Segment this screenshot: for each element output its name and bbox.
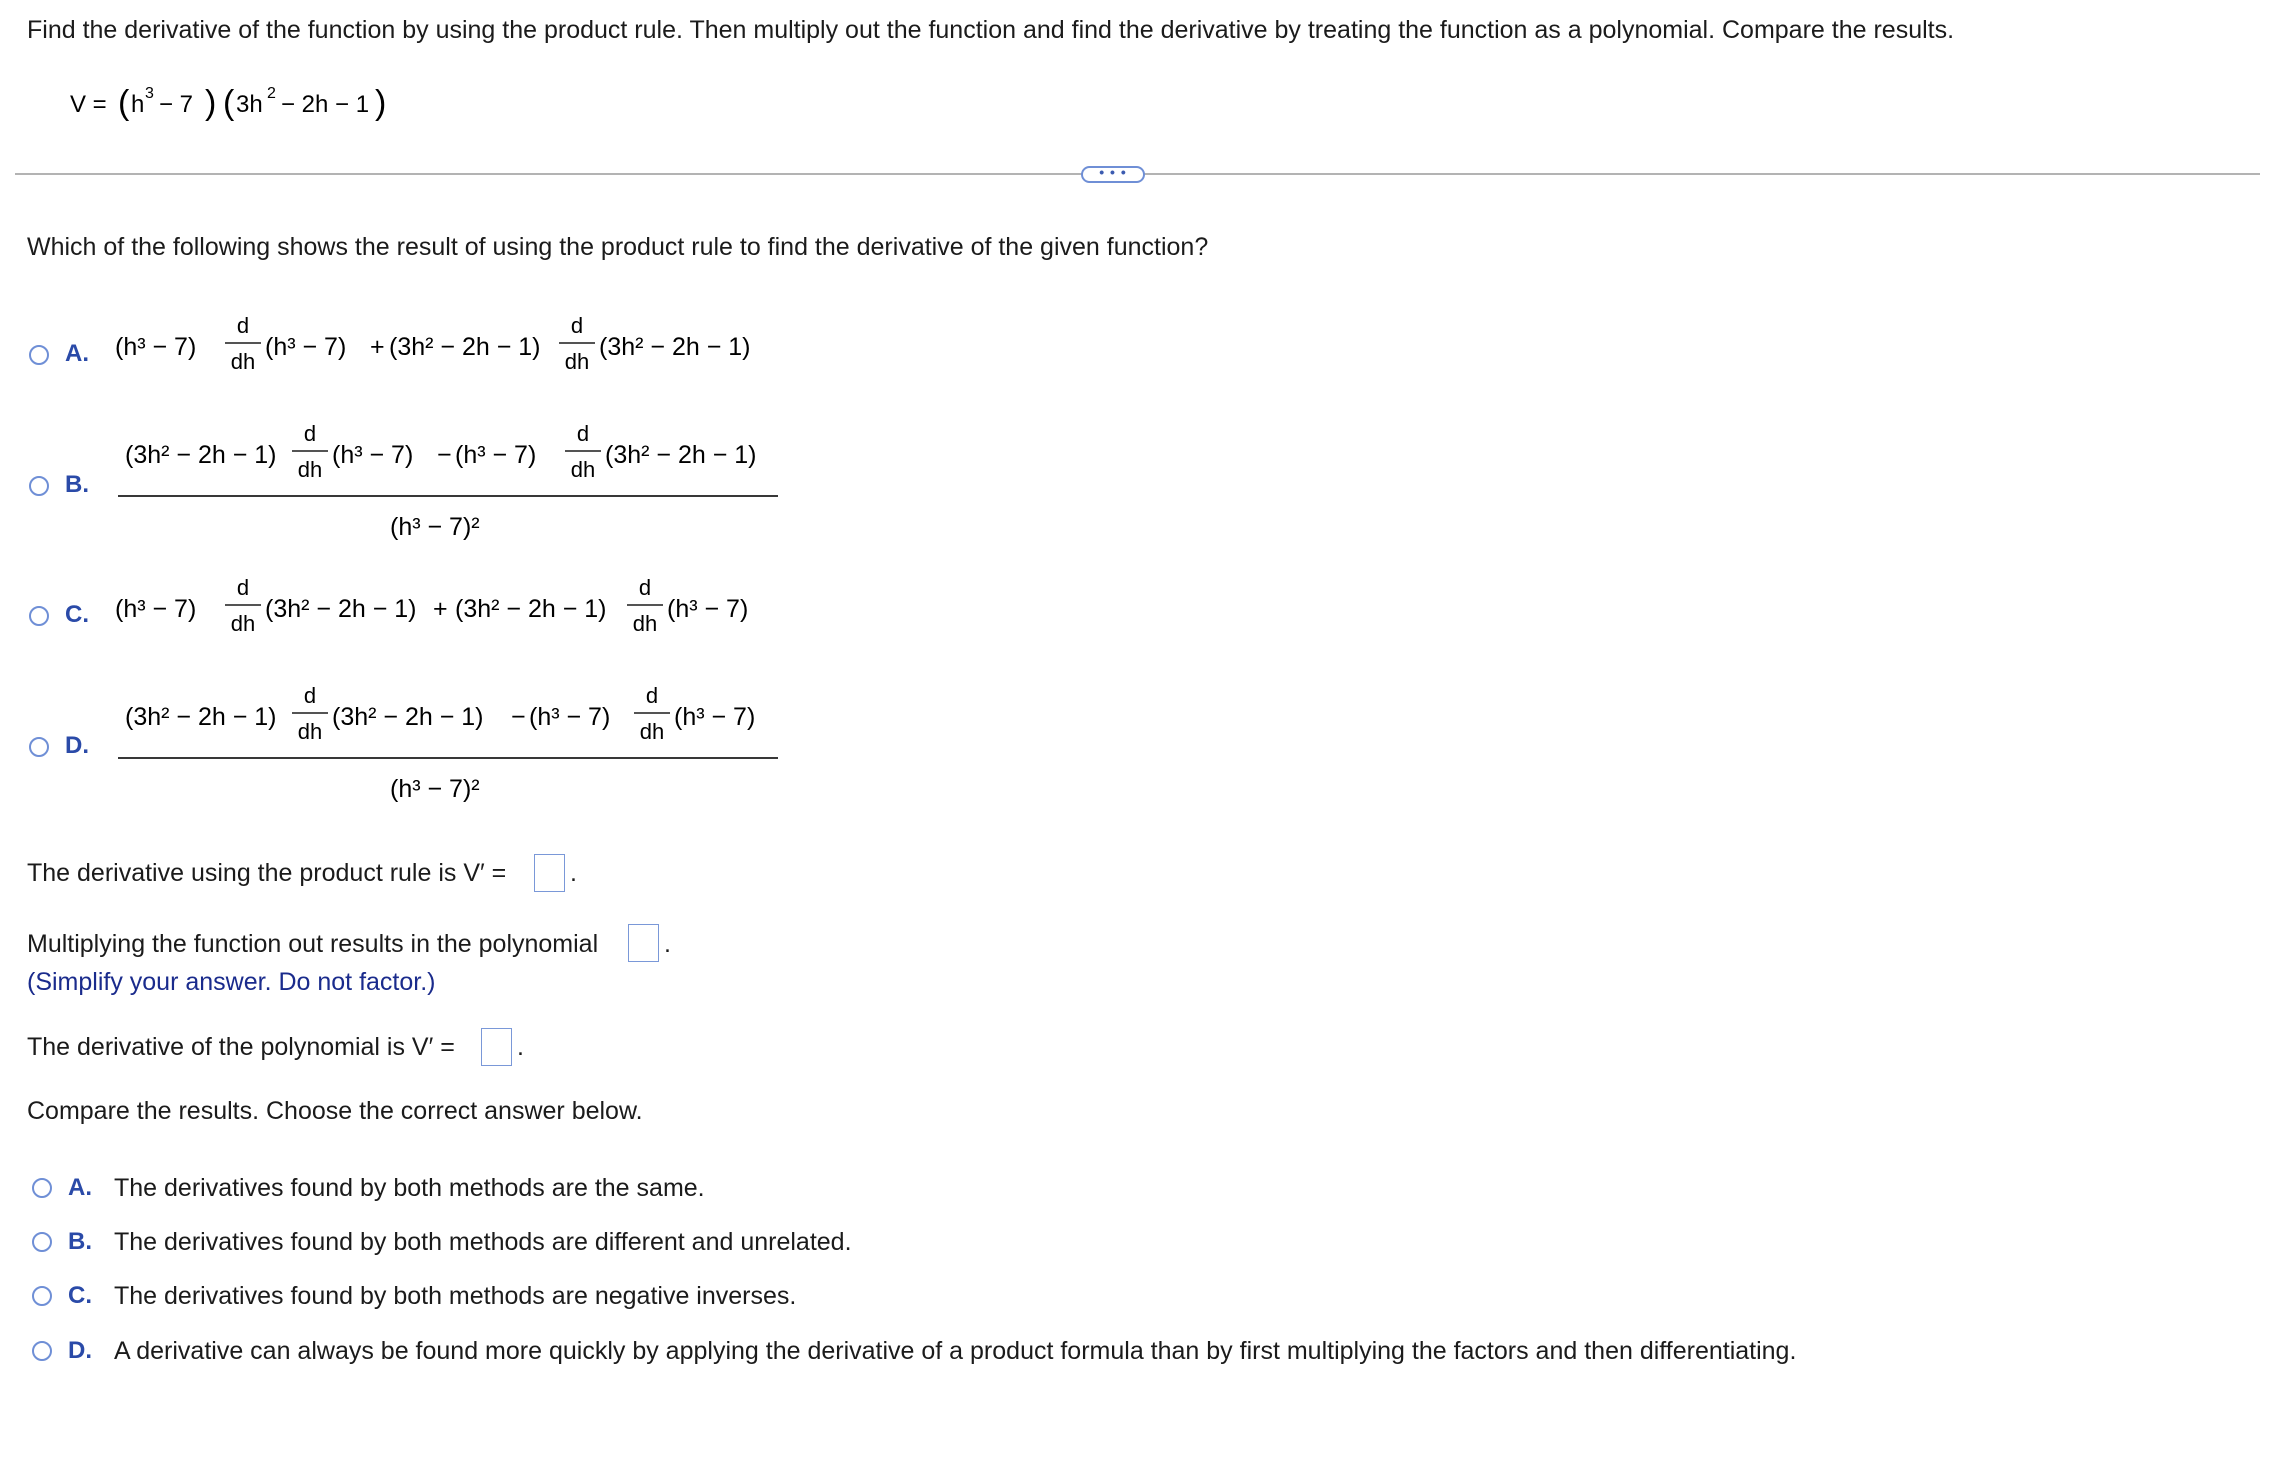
factor: (3h² − 2h − 1): [265, 595, 417, 623]
frac-dh: dh: [632, 611, 658, 636]
factor: (3h² − 2h − 1): [125, 441, 277, 469]
frac-d: d: [638, 575, 652, 600]
choice-b-formula[interactable]: [115, 410, 805, 560]
factor: (h³ − 7): [667, 595, 749, 623]
simplify-hint: (Simplify your answer. Do not factor.): [27, 968, 436, 996]
choice-a-radio[interactable]: [29, 345, 49, 365]
choice-a-formula[interactable]: [115, 305, 795, 395]
frac-dh: dh: [297, 719, 323, 744]
period: .: [570, 859, 577, 887]
choice-d-radio[interactable]: [29, 737, 49, 757]
exponent: 3: [145, 85, 154, 102]
compare-d-radio[interactable]: [32, 1341, 52, 1361]
operator: −: [437, 441, 452, 469]
frac-dh: dh: [639, 719, 665, 744]
factor: (h³ − 7): [674, 703, 756, 731]
formula-term: − 7: [159, 91, 194, 118]
frac-d: d: [645, 683, 659, 708]
compare-c-text[interactable]: The derivatives found by both methods are negative inverses.: [114, 1282, 797, 1310]
choice-b-letter: B.: [65, 471, 89, 498]
factor: (h³ − 7): [529, 703, 611, 731]
period: .: [664, 930, 671, 958]
choice-a-letter: A.: [65, 340, 89, 367]
paren: ): [205, 84, 217, 122]
compare-c-radio[interactable]: [32, 1286, 52, 1306]
operator: +: [370, 333, 385, 361]
frac-dh: dh: [230, 349, 256, 374]
factor: (h³ − 7): [115, 595, 197, 623]
frac-d: d: [576, 421, 590, 446]
frac-d: d: [236, 575, 250, 600]
frac-dh: dh: [297, 457, 323, 482]
choice-c-formula[interactable]: [115, 567, 795, 657]
choice-c-letter: C.: [65, 601, 89, 628]
question-product-rule: Which of the following shows the result of using the product rule to find the derivative of the given function?: [27, 233, 1209, 261]
factor: (h³ − 7): [115, 333, 197, 361]
compare-a-text[interactable]: The derivatives found by both methods are the same.: [114, 1174, 705, 1202]
choice-d-formula[interactable]: [115, 672, 805, 822]
compare-c-letter: C.: [68, 1282, 92, 1309]
frac-d: d: [303, 421, 317, 446]
factor: (3h² − 2h − 1): [605, 441, 757, 469]
factor: (3h² − 2h − 1): [332, 703, 484, 731]
instructions-text: Find the derivative of the function by using the product rule. Then multiply out the function and find the derivative by treating the function as a polynomial. Compare the results.: [27, 16, 1955, 44]
operator: +: [433, 595, 448, 623]
operator: −: [511, 703, 526, 731]
factor: (3h² − 2h − 1): [455, 595, 607, 623]
exponent: 2: [267, 85, 276, 102]
denominator: (h³ − 7)²: [390, 513, 480, 541]
paren: (: [118, 84, 130, 122]
compare-b-letter: B.: [68, 1228, 92, 1255]
choice-c-radio[interactable]: [29, 606, 49, 626]
factor: (h³ − 7): [455, 441, 537, 469]
frac-dh: dh: [230, 611, 256, 636]
period: .: [517, 1033, 524, 1061]
choice-d-letter: D.: [65, 732, 89, 759]
frac-d: d: [570, 313, 584, 338]
frac-dh: dh: [564, 349, 590, 374]
factor: (3h² − 2h − 1): [599, 333, 751, 361]
compare-d-text[interactable]: A derivative can always be found more quickly by applying the derivative of a product formula than by first multiplying the factors and then differentiating.: [114, 1337, 1797, 1365]
factor: (3h² − 2h − 1): [125, 703, 277, 731]
product-rule-answer-box[interactable]: [534, 854, 565, 892]
paren: ): [375, 84, 387, 122]
var-h: h: [131, 91, 145, 118]
compare-a-letter: A.: [68, 1174, 92, 1201]
paren: (: [223, 84, 235, 122]
compare-b-radio[interactable]: [32, 1232, 52, 1252]
compare-b-text[interactable]: The derivatives found by both methods are different and unrelated.: [114, 1228, 852, 1256]
compare-d-letter: D.: [68, 1337, 92, 1364]
compare-a-radio[interactable]: [32, 1178, 52, 1198]
factor: (h³ − 7): [265, 333, 347, 361]
more-options-button[interactable]: • • •: [1081, 166, 1145, 183]
function-formula: [70, 72, 410, 132]
polynomial-answer-box[interactable]: [628, 924, 659, 962]
formula-term: 3h: [236, 91, 263, 118]
frac-d: d: [303, 683, 317, 708]
product-rule-label: The derivative using the product rule is V′ =: [27, 859, 507, 887]
question-compare: Compare the results. Choose the correct answer below.: [27, 1097, 643, 1125]
denominator: (h³ − 7)²: [390, 775, 480, 803]
choice-b-radio[interactable]: [29, 476, 49, 496]
poly-derivative-answer-box[interactable]: [481, 1028, 512, 1066]
frac-d: d: [236, 313, 250, 338]
factor: (3h² − 2h − 1): [389, 333, 541, 361]
formula-term: − 2h − 1: [281, 91, 370, 118]
formula-lhs: V =: [70, 91, 107, 118]
frac-dh: dh: [570, 457, 596, 482]
poly-derivative-label: The derivative of the polynomial is V′ =: [27, 1033, 455, 1061]
factor: (h³ − 7): [332, 441, 414, 469]
polynomial-label: Multiplying the function out results in the polynomial: [27, 930, 599, 958]
